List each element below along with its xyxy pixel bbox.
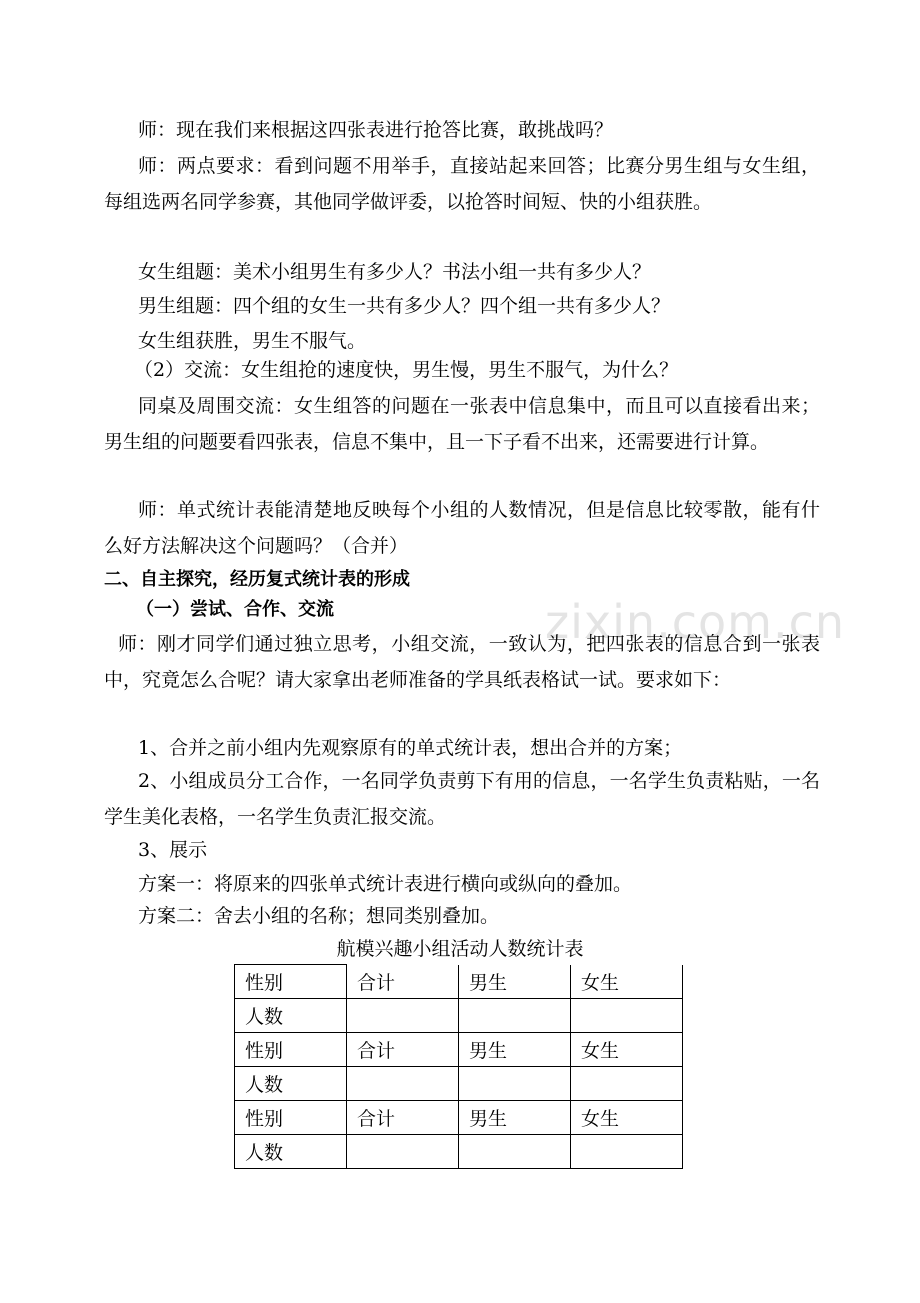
table-cell: 女生	[571, 1033, 683, 1067]
table-cell	[347, 1135, 459, 1169]
table-row	[235, 1067, 683, 1101]
table-cell: 男生	[459, 965, 571, 999]
subsection-heading: （一）尝试、合作、交流	[136, 599, 334, 620]
table-row	[235, 999, 683, 1033]
step-3: 3、展示	[138, 839, 208, 861]
table-cell	[459, 1135, 571, 1169]
table-cell: 女生	[571, 965, 683, 999]
table-cell: 合计	[347, 1033, 459, 1067]
table-row	[235, 1033, 683, 1067]
watermark: zixin.com.cn	[545, 595, 846, 649]
section-heading: 二、自主探究，经历复式统计表的形成	[104, 569, 410, 590]
table-cell	[571, 1135, 683, 1169]
table-row	[235, 1135, 683, 1169]
step-1: 1、合并之前小组内先观察原有的单式统计表，想出合并的方案；	[138, 737, 683, 759]
paragraph-7: 同桌及周围交流：女生组答的问题在一张表中信息集中，而且可以直接看出来；男生组的问题要看四张表，信息不集中，且一下子看不出来，还需要进行计算。	[104, 395, 820, 453]
plan-1: 方案一：将原来的四张单式统计表进行横向或纵向的叠加。	[138, 873, 633, 895]
table-row	[235, 1101, 683, 1135]
plan-2: 方案二：舍去小组的名称；想同类别叠加。	[138, 905, 500, 927]
table-cell: 人数	[235, 1067, 347, 1101]
table-row	[235, 965, 683, 999]
table-title: 航模兴趣小组活动人数统计表	[336, 938, 584, 960]
table-cell: 女生	[571, 1101, 683, 1135]
table-cell: 男生	[459, 1101, 571, 1135]
table-cell	[347, 1067, 459, 1101]
table-cell: 合计	[347, 1101, 459, 1135]
paragraph-5: 女生组获胜，男生不服气。	[138, 330, 367, 352]
table-cell: 合计	[347, 965, 459, 999]
statistics-table	[234, 964, 683, 1169]
step-2: 2、小组成员分工合作，一名同学负责剪下有用的信息，一名学生负责粘贴，一名学生美化表格，一名学生负责汇报交流。	[104, 770, 820, 828]
paragraph-3: 女生组题：美术小组男生有多少人？书法小组一共有多少人？	[138, 261, 652, 283]
table-cell: 男生	[459, 1033, 571, 1067]
paragraph-4: 男生组题：四个组的女生一共有多少人？四个组一共有多少人？	[138, 295, 671, 317]
paragraph-8: 师：单式统计表能清楚地反映每个小组的人数情况，但是信息比较零散，能有什么好方法解决这个问题吗？（合并）	[104, 499, 820, 557]
table-cell	[459, 999, 571, 1033]
table-cell	[459, 1067, 571, 1101]
table-cell	[347, 999, 459, 1033]
paragraph-6: （2）交流：女生组抢的速度快，男生慢，男生不服气，为什么？	[134, 359, 679, 381]
paragraph-9: 师：刚才同学们通过独立思考，小组交流，一致认为，把四张表的信息合到一张表中，究竟怎么合呢？请大家拿出老师准备的学具纸表格试一试。要求如下：	[104, 633, 820, 691]
table-cell: 人数	[235, 999, 347, 1033]
table-cell	[571, 1067, 683, 1101]
table-cell: 人数	[235, 1135, 347, 1169]
table-cell: 性别	[235, 1101, 347, 1135]
paragraph-2: 师：两点要求：看到问题不用举手，直接站起来回答；比赛分男生组与女生组，每组选两名同学参赛，其他同学做评委，以抢答时间短、快的小组获胜。	[104, 155, 820, 213]
table-cell	[571, 999, 683, 1033]
table-cell: 性别	[235, 965, 347, 999]
table-cell: 性别	[235, 1033, 347, 1067]
paragraph-1: 师：现在我们来根据这四张表进行抢答比赛，敢挑战吗？	[138, 119, 614, 141]
